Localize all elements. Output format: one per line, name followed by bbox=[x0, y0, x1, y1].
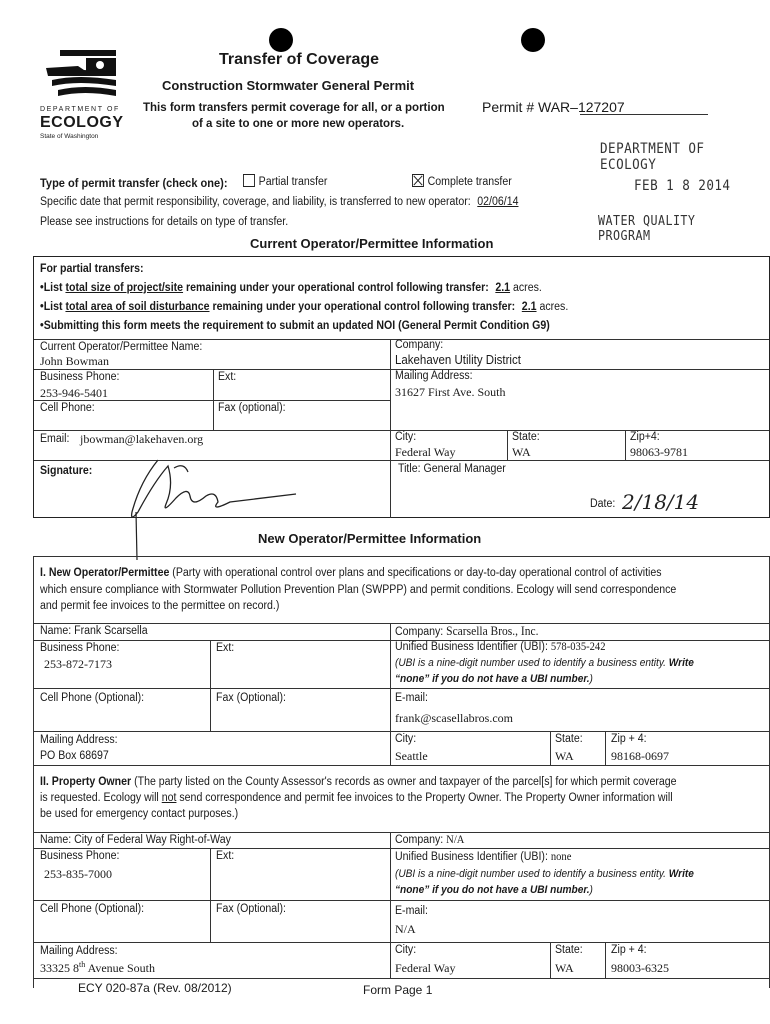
current-city-value[interactable]: Federal Way bbox=[395, 445, 456, 459]
section-bottom-rule bbox=[34, 978, 769, 979]
col-divider bbox=[605, 731, 606, 765]
current-operator-title: Current Operator/Permittee Information bbox=[250, 236, 494, 251]
owner-email-label: E-mail: bbox=[395, 905, 428, 917]
owner-mailing-label: Mailing Address: bbox=[40, 945, 118, 957]
complete-transfer-option[interactable] bbox=[412, 174, 512, 188]
owner-state-label: State: bbox=[555, 944, 583, 956]
new-ubi-value[interactable]: 578-035-242 bbox=[550, 641, 606, 653]
new-phone-value[interactable]: 253-872-7173 bbox=[44, 657, 112, 671]
owner-zip-label: Zip + 4: bbox=[611, 944, 647, 956]
current-phone-label: Business Phone: bbox=[40, 371, 120, 383]
signed-date-value[interactable]: 2/18/14 bbox=[622, 490, 700, 514]
owner-ubi-value[interactable]: none bbox=[550, 851, 572, 863]
partial-transfer-option[interactable] bbox=[243, 174, 327, 188]
col-divider bbox=[605, 942, 606, 978]
owner-company-label: Company: N/A bbox=[395, 834, 465, 846]
current-company-value[interactable]: Lakehaven Utility District bbox=[395, 353, 521, 367]
new-company-label: Company: Scarsella Bros., Inc. bbox=[395, 624, 539, 638]
row-divider bbox=[34, 765, 769, 766]
permit-label: Permit # WAR bbox=[482, 99, 571, 115]
owner-phone-label: Business Phone: bbox=[40, 850, 120, 862]
new-mailing-value[interactable]: PO Box 68697 bbox=[40, 750, 109, 762]
owner-ubi-label: Unified Business Identifier (UBI): none bbox=[395, 851, 572, 863]
current-name-value[interactable]: John Bowman bbox=[40, 354, 109, 368]
new-phone-label: Business Phone: bbox=[40, 642, 120, 654]
col-divider bbox=[550, 731, 551, 765]
title-value[interactable]: General Manager bbox=[423, 463, 506, 475]
new-zip-value[interactable]: 98168-0697 bbox=[611, 749, 669, 763]
site-size-value[interactable]: 2.1 bbox=[495, 282, 511, 294]
permit-number[interactable] bbox=[482, 99, 625, 115]
owner-ext-label: Ext: bbox=[216, 850, 235, 862]
col-divider bbox=[210, 640, 211, 732]
owner-email-value[interactable]: N/A bbox=[395, 922, 416, 936]
col-divider bbox=[390, 623, 391, 765]
owner-state-value[interactable]: WA bbox=[555, 961, 574, 975]
row-divider bbox=[34, 900, 769, 901]
col-divider bbox=[390, 460, 391, 518]
owner-phone-value[interactable]: 253-835-7000 bbox=[44, 867, 112, 881]
punch-hole-right bbox=[521, 28, 545, 52]
new-fax-label: Fax (Optional): bbox=[216, 692, 286, 704]
col-divider bbox=[390, 339, 391, 461]
current-email-label: Email: bbox=[40, 433, 70, 445]
current-city-label: City: bbox=[395, 431, 417, 443]
partial-transfer-label: Partial transfer bbox=[258, 176, 328, 188]
ecology-logo bbox=[38, 46, 120, 104]
new-operator-title: New Operator/Permittee Information bbox=[258, 531, 482, 546]
section-top-rule bbox=[33, 556, 770, 557]
owner-intro-3: be used for emergency contact purposes.) bbox=[40, 808, 239, 820]
new-company-value[interactable]: Scarsella Bros., Inc. bbox=[446, 624, 539, 638]
owner-cell-label: Cell Phone (Optional): bbox=[40, 903, 145, 915]
owner-city-label: City: bbox=[395, 944, 417, 956]
owner-ubi-note-2: “none” if you do not have a UBI number.) bbox=[395, 884, 593, 896]
new-ubi-note-2: “none” if you do not have a UBI number.) bbox=[395, 673, 593, 685]
new-cell-label: Cell Phone (Optional): bbox=[40, 692, 145, 704]
current-company-label: Company: bbox=[395, 339, 444, 351]
stamp-program: WATER QUALITY PROGRAM bbox=[598, 214, 696, 244]
col-divider bbox=[390, 832, 391, 978]
row-divider bbox=[34, 688, 769, 689]
owner-company-value[interactable]: N/A bbox=[446, 834, 465, 846]
owner-ubi-note-1: (UBI is a nine-digit number used to identify a business entity. Write bbox=[395, 868, 694, 880]
new-operator-intro-3: and permit fee invoices to the permittee on record.) bbox=[40, 600, 280, 612]
col-divider bbox=[550, 942, 551, 978]
partial-heading: For partial transfers: bbox=[40, 263, 144, 275]
current-email-value[interactable]: jbowman@lakehaven.org bbox=[80, 432, 204, 446]
new-city-value[interactable]: Seattle bbox=[395, 749, 428, 763]
new-name-value[interactable]: Frank Scarsella bbox=[74, 625, 148, 637]
signature-label: Signature: bbox=[40, 465, 93, 477]
current-mailing-label: Mailing Address: bbox=[395, 370, 473, 382]
form-description-2: of a site to one or more new operators. bbox=[192, 118, 405, 130]
transfer-instructions: Please see instructions for details on type of transfer. bbox=[40, 216, 289, 228]
new-ext-label: Ext: bbox=[216, 642, 235, 654]
agency-state: State of Washington bbox=[40, 133, 99, 140]
permit-number-value: –127207 bbox=[570, 99, 625, 115]
new-zip-label: Zip + 4: bbox=[611, 733, 647, 745]
owner-name-label: Name: City of Federal Way Right-of-Way bbox=[40, 834, 231, 846]
new-ubi-note-1: (UBI is a nine-digit number used to identify a business entity. Write bbox=[395, 657, 694, 669]
row-divider bbox=[34, 942, 769, 943]
page-number: Form Page 1 bbox=[363, 983, 433, 997]
new-mailing-label: Mailing Address: bbox=[40, 734, 118, 746]
title-label: Title: General Manager bbox=[398, 463, 506, 475]
punch-hole-left bbox=[269, 28, 293, 52]
new-email-value[interactable]: frank@scasellabros.com bbox=[395, 711, 514, 725]
transfer-date-text: Specific date that permit responsibility, coverage, and liability, is transferred to new operator: bbox=[40, 196, 471, 208]
current-cell-label: Cell Phone: bbox=[40, 402, 95, 414]
row-divider bbox=[34, 832, 769, 833]
owner-intro-2: is requested. Ecology will not send correspondence and permit fee invoices to the Property Owner. The Property Owner information will bbox=[40, 792, 673, 804]
transfer-date-value[interactable]: 02/06/14 bbox=[477, 196, 519, 208]
new-name-label: Name: Frank Scarsella bbox=[40, 625, 148, 637]
partial-bullet-1: •List total size of project/site remaining under your operational control following transfer: 2.1 acres. bbox=[40, 282, 542, 294]
partial-bullet-2: •List total area of soil disturbance remaining under your operational control following transfer: 2.1 acres. bbox=[40, 301, 569, 313]
form-subtitle: Construction Stormwater General Permit bbox=[162, 78, 415, 93]
row-divider bbox=[34, 731, 769, 732]
transfer-type-label: Type of permit transfer (check one): bbox=[40, 176, 228, 190]
row-divider bbox=[34, 400, 390, 401]
current-state-value[interactable]: WA bbox=[512, 445, 531, 459]
transfer-date-line bbox=[40, 196, 518, 208]
owner-mailing-value[interactable]: 33325 8th Avenue South bbox=[40, 960, 156, 975]
owner-zip-value[interactable]: 98003-6325 bbox=[611, 961, 669, 975]
soil-area-value[interactable]: 2.1 bbox=[521, 301, 537, 313]
new-ubi-label: Unified Business Identifier (UBI): 578-035-242 bbox=[395, 641, 606, 653]
col-divider bbox=[507, 430, 508, 461]
current-name-label: Current Operator/Permittee Name: bbox=[40, 341, 203, 353]
current-ext-label: Ext: bbox=[218, 371, 237, 383]
form-description-1: This form transfers permit coverage for all, or a portion bbox=[143, 102, 445, 114]
current-state-label: State: bbox=[512, 431, 540, 443]
owner-intro-1: II. Property Owner (The party listed on the County Assessor's records as owner and taxpayer of the parcel[s] for which permit coverage bbox=[40, 776, 677, 788]
complete-transfer-checkbox[interactable] bbox=[412, 174, 424, 187]
current-fax-label: Fax (optional): bbox=[218, 402, 286, 414]
new-state-value[interactable]: WA bbox=[555, 749, 574, 763]
form-title: Transfer of Coverage bbox=[219, 51, 380, 68]
form-id: ECY 020-87a (Rev. 08/2012) bbox=[78, 981, 232, 995]
stamp-department: DEPARTMENT OF ECOLOGY bbox=[600, 141, 705, 173]
current-phone-value[interactable]: 253-946-5401 bbox=[40, 386, 108, 400]
new-operator-intro-1: I. New Operator/Permittee (Party with operational control over plans and specifications or day-to-day operational control of activities bbox=[40, 567, 662, 579]
permit-number-line bbox=[580, 114, 708, 115]
owner-fax-label: Fax (Optional): bbox=[216, 903, 286, 915]
stamp-date: FEB 1 8 2014 bbox=[634, 178, 731, 194]
agency-name: ECOLOGY bbox=[40, 114, 124, 131]
partial-transfer-checkbox[interactable] bbox=[243, 174, 255, 187]
new-state-label: State: bbox=[555, 733, 583, 745]
current-mailing-value[interactable]: 31627 First Ave. South bbox=[395, 385, 506, 399]
agency-dept: DEPARTMENT OF bbox=[40, 106, 120, 113]
left-border bbox=[33, 556, 34, 988]
new-city-label: City: bbox=[395, 733, 417, 745]
current-zip-label: Zip+4: bbox=[630, 431, 660, 443]
owner-name-value[interactable]: City of Federal Way Right-of-Way bbox=[74, 834, 231, 846]
owner-city-value[interactable]: Federal Way bbox=[395, 961, 456, 975]
row-divider bbox=[34, 848, 769, 849]
col-divider bbox=[210, 848, 211, 942]
col-divider bbox=[625, 430, 626, 461]
partial-bullet-3: •Submitting this form meets the requirement to submit an updated NOI (General Permit Condition G9) bbox=[40, 320, 550, 332]
signed-date-label: Date: bbox=[590, 498, 616, 510]
current-zip-value[interactable]: 98063-9781 bbox=[630, 445, 688, 459]
new-operator-intro-2: which ensure compliance with Stormwater Pollution Prevention Plan (SWPPP) and permit conditions. Ecology will send correspondence bbox=[40, 584, 677, 596]
complete-transfer-label: Complete transfer bbox=[427, 176, 512, 188]
new-email-label: E-mail: bbox=[395, 692, 428, 704]
